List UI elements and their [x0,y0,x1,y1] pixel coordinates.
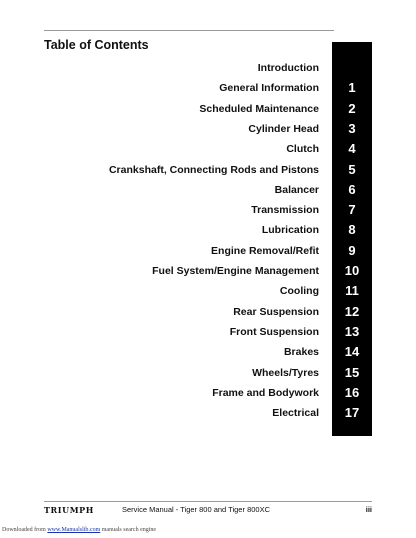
toc-entry-number[interactable]: 12 [344,303,360,319]
download-prefix: Downloaded from [2,527,46,533]
page-number: iii [365,505,372,514]
toc-entry-number[interactable]: 15 [344,364,360,380]
toc-entry-label[interactable]: Introduction [257,62,319,74]
toc-entry-label[interactable]: Lubrication [261,224,319,237]
toc-entry[interactable] [0,365,416,385]
toc-entry[interactable] [0,283,416,303]
toc-entry[interactable] [0,182,416,202]
toc-entry-number[interactable]: 4 [348,141,356,157]
toc-entry[interactable] [0,385,416,405]
toc-entry[interactable] [0,80,416,100]
download-note [2,527,156,533]
toc-entry-label[interactable]: Engine Removal/Refit [211,244,319,257]
toc-entry-label[interactable]: Cooling [279,285,319,298]
toc-entry-number[interactable]: 6 [348,181,356,197]
bottom-rule [44,501,372,502]
toc-entry-number[interactable]: 17 [344,405,360,421]
toc-entry-label[interactable]: General Information [219,82,319,95]
toc-entry-label[interactable]: Front Suspension [229,325,319,338]
toc-entry[interactable] [0,60,416,80]
toc-entry[interactable] [0,162,416,182]
toc-entry-label[interactable]: Crankshaft, Connecting Rods and Pistons [108,163,319,176]
toc-entry[interactable] [0,121,416,141]
toc-entry-number[interactable]: 3 [348,120,356,136]
toc-entry-number[interactable]: 10 [344,263,360,278]
toc-entry-label[interactable]: Electrical [272,407,319,420]
toc-entry[interactable] [0,304,416,324]
toc-entry-label[interactable]: Scheduled Maintenance [199,102,319,115]
toc-entry-number[interactable]: 14 [344,344,360,360]
toc-entry[interactable] [0,222,416,242]
toc-entry-number[interactable]: 11 [345,283,359,299]
toc-entry-number[interactable]: 2 [348,100,356,116]
toc-entry-label[interactable]: Transmission [251,204,319,217]
toc-entry-label[interactable]: Wheels/Tyres [252,366,319,379]
toc-entry-number[interactable]: 1 [348,80,356,96]
toc-entry-number[interactable]: 9 [348,242,356,258]
toc-entry[interactable] [0,141,416,161]
brand-logo: TRIUMPH [44,505,94,515]
toc-entry[interactable] [0,324,416,344]
toc-entry[interactable] [0,405,416,425]
toc-entry-label[interactable]: Fuel System/Engine Management [152,265,319,277]
toc-entry-number[interactable]: 5 [348,161,356,177]
footer [44,505,372,519]
download-link[interactable]: www.Manualslib.com [47,527,101,533]
page-title: Table of Contents [44,38,149,52]
toc-entry-label[interactable]: Cylinder Head [248,122,319,135]
toc-entry[interactable] [0,243,416,263]
toc-entry-label[interactable]: Rear Suspension [233,305,319,318]
toc-entry[interactable] [0,202,416,222]
toc-entry-number[interactable]: 8 [348,222,356,238]
toc-entry-number[interactable]: 16 [344,384,360,400]
toc-entry-label[interactable]: Balancer [274,183,319,196]
download-suffix: manuals search engine [101,527,157,533]
footer-manual-title: Service Manual - Tiger 800 and Tiger 800XC [122,505,270,514]
toc-entry-number[interactable]: 7 [348,202,356,218]
toc-entry[interactable] [0,101,416,121]
toc-entry-number[interactable]: 13 [344,323,360,339]
toc-entry-label[interactable]: Frame and Bodywork [212,386,319,399]
toc-entry[interactable] [0,344,416,364]
toc-entry-label[interactable]: Brakes [283,346,319,359]
toc-entry[interactable] [0,263,416,283]
toc-entry-label[interactable]: Clutch [286,143,319,156]
